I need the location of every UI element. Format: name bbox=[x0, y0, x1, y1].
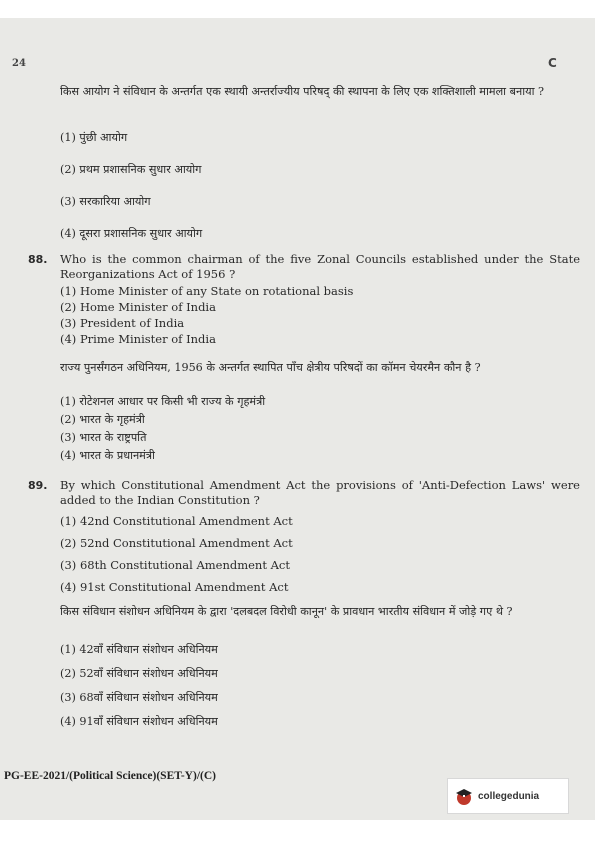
option-4-en: (4) 91st Constitutional Amendment Act bbox=[60, 580, 289, 594]
graduation-cap-icon bbox=[454, 786, 474, 806]
option-1: (1) पुंछी आयोग bbox=[60, 131, 128, 144]
question-text: किस आयोग ने संविधान के अन्तर्गत एक स्थायी अन्तर्राज्यीय परिषद् की स्थापना के लिए एक शक्तिशाली मामला बनाया ? bbox=[60, 85, 545, 98]
question-text-hi: राज्य पुनर्संगठन अधिनियम, 1956 के अन्तर्गत स्थापित पाँच क्षेत्रीय परिषदों का कॉमन चेयरमैन कौन है ? bbox=[60, 361, 481, 374]
page-number: 24 bbox=[12, 58, 26, 69]
option-3-en: (3) 68th Constitutional Amendment Act bbox=[60, 558, 290, 572]
option-1-en: (1) Home Minister of any State on rotational basis bbox=[60, 284, 354, 298]
option-2-hi: (2) 52वाँ संविधान संशोधन अधिनियम bbox=[60, 667, 218, 680]
question-text-en: Who is the common chairman of the five Zonal Councils established under the State Reorganizations Act of 1956 ? bbox=[60, 252, 580, 281]
set-code: C bbox=[548, 56, 557, 70]
option-2-en: (2) Home Minister of India bbox=[60, 300, 216, 314]
option-3-en: (3) President of India bbox=[60, 316, 185, 330]
option-4: (4) दूसरा प्रशासनिक सुधार आयोग bbox=[60, 227, 203, 240]
question-text-hi: किस संविधान संशोधन अधिनियम के द्वारा 'दलबदल विरोधी कानून' के प्रावधान भारतीय संविधान में जोड़े गए थे ? bbox=[60, 605, 513, 618]
option-3: (3) सरकारिया आयोग bbox=[60, 195, 151, 208]
option-4-en: (4) Prime Minister of India bbox=[60, 332, 216, 346]
footer-exam-code: PG-EE-2021/(Political Science)(SET-Y)/(C) bbox=[4, 770, 216, 782]
option-2: (2) प्रथम प्रशासनिक सुधार आयोग bbox=[60, 163, 202, 176]
option-3-hi: (3) 68वाँ संविधान संशोधन अधिनियम bbox=[60, 691, 218, 704]
option-4-hi: (4) भारत के प्रधानमंत्री bbox=[60, 449, 155, 462]
option-3-hi: (3) भारत के राष्ट्रपति bbox=[60, 431, 147, 444]
question-number: 89. bbox=[28, 479, 48, 492]
option-1-hi: (1) 42वाँ संविधान संशोधन अधिनियम bbox=[60, 643, 218, 656]
collegedunia-watermark bbox=[447, 778, 569, 814]
option-2-hi: (2) भारत के गृहमंत्री bbox=[60, 413, 145, 426]
question-number: 88. bbox=[28, 253, 48, 266]
option-1-en: (1) 42nd Constitutional Amendment Act bbox=[60, 514, 293, 528]
question-text-en: By which Constitutional Amendment Act the provisions of 'Anti-Defection Laws' were added to the Indian Constitution ? bbox=[60, 478, 580, 507]
exam-page bbox=[0, 18, 595, 820]
brand-name: collegedunia bbox=[478, 790, 540, 802]
option-1-hi: (1) रोटेशनल आधार पर किसी भी राज्य के गृहमंत्री bbox=[60, 395, 266, 408]
option-4-hi: (4) 91वाँ संविधान संशोधन अधिनियम bbox=[60, 715, 218, 728]
option-2-en: (2) 52nd Constitutional Amendment Act bbox=[60, 536, 293, 550]
